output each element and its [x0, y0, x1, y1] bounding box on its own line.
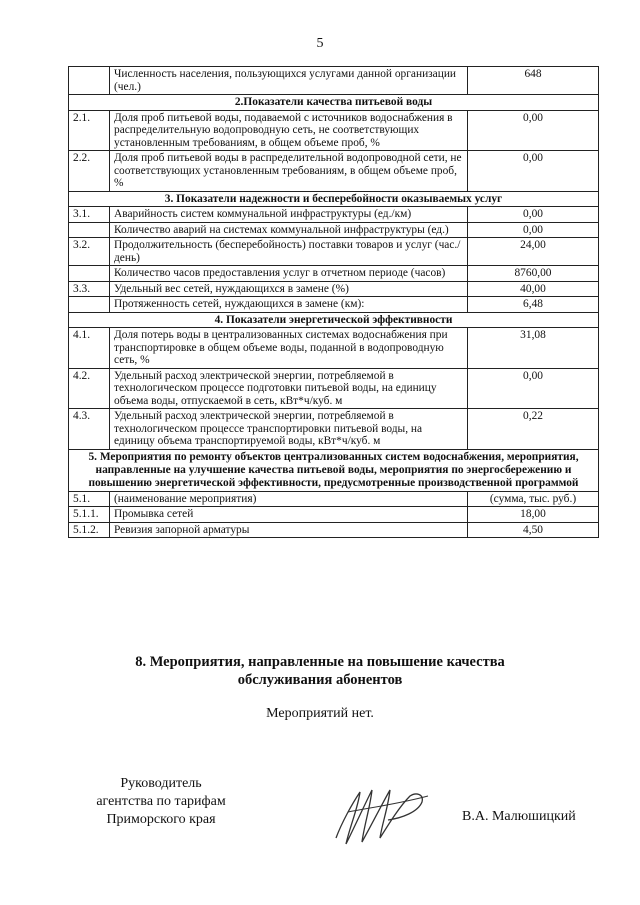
- section-5-title: 5. Мероприятия по ремонту объектов централизованных систем водоснабжения, мероприятия, направленные на улучшение качества питьевой воды, мероприятия по энергосбережению и повышению энергетической эффективности, предусмотренные производственной программой: [69, 449, 599, 491]
- table-row: [69, 409, 599, 450]
- row-number: 2.2.: [69, 151, 110, 192]
- section-4-title: 4. Показатели энергетической эффективности: [69, 312, 599, 328]
- row-value: 0,22: [468, 409, 599, 450]
- row-number: 4.1.: [69, 328, 110, 369]
- signatory-title: [76, 775, 246, 829]
- handwritten-signature: [328, 782, 438, 852]
- row-number: 5.1.2.: [69, 522, 110, 538]
- row-value: 24,00: [468, 238, 599, 266]
- indicators-table: [68, 66, 599, 538]
- row-number: [69, 297, 110, 313]
- row-value: 8760,00: [468, 266, 599, 282]
- row-value: (сумма, тыс. руб.): [468, 491, 599, 507]
- table-row: [69, 368, 599, 409]
- row-value: 6,48: [468, 297, 599, 313]
- row-value: 0,00: [468, 207, 599, 223]
- signatory-line-3: Приморского края: [106, 812, 216, 827]
- heading-line-2: обслуживания абонентов: [237, 672, 403, 688]
- table-row: [69, 222, 599, 238]
- row-value: 0,00: [468, 222, 599, 238]
- row-number: [69, 222, 110, 238]
- row-text: Ревизия запорной арматуры: [110, 522, 468, 538]
- row-number: 3.1.: [69, 207, 110, 223]
- row-text: Численность населения, пользующихся услугами данной организации (чел.): [110, 67, 468, 95]
- section-header-row: [69, 312, 599, 328]
- row-text: Доля проб питьевой воды в распределительной водопроводной сети, не соответствующих установленным требованиям, в общем объеме проб, %: [110, 151, 468, 192]
- row-text: (наименование мероприятия): [110, 491, 468, 507]
- row-text: Удельный вес сетей, нуждающихся в замене (%): [110, 281, 468, 297]
- table-row: [69, 328, 599, 369]
- row-value: 31,08: [468, 328, 599, 369]
- heading-line-1: 8. Мероприятия, направленные на повышение качества: [135, 654, 505, 670]
- indicators-table-wrap: [68, 66, 598, 538]
- row-text: Количество аварий на системах коммунальной инфраструктуры (ед.): [110, 222, 468, 238]
- section-8-heading: [0, 653, 640, 689]
- table-row: [69, 67, 599, 95]
- table-row: [69, 151, 599, 192]
- row-number: 5.1.1.: [69, 507, 110, 523]
- row-text: Количество часов предоставления услуг в отчетном периоде (часов): [110, 266, 468, 282]
- no-measures-text: Мероприятий нет.: [266, 706, 374, 721]
- row-value: 18,00: [468, 507, 599, 523]
- row-number: 3.3.: [69, 281, 110, 297]
- row-value: 0,00: [468, 368, 599, 409]
- row-text: Удельный расход электрической энергии, потребляемой в технологическом процессе транспортировки питьевой воды, на единицу объема транспортируемой воды, кВт*ч/куб. м: [110, 409, 468, 450]
- row-number: 3.2.: [69, 238, 110, 266]
- section-header-row: [69, 95, 599, 111]
- table-row: [69, 110, 599, 151]
- section-header-row: [69, 191, 599, 207]
- row-number: [69, 67, 110, 95]
- section-2-title: 2.Показатели качества питьевой воды: [69, 95, 599, 111]
- row-number: 4.2.: [69, 368, 110, 409]
- row-number: 4.3.: [69, 409, 110, 450]
- signatory-name: В.А. Малюшицкий: [462, 809, 576, 824]
- row-text: Промывка сетей: [110, 507, 468, 523]
- row-value: 40,00: [468, 281, 599, 297]
- row-text: Удельный расход электрической энергии, потребляемой в технологическом процессе подготовки питьевой воды, на единицу объема воды, отпускаемой в сеть, кВт*ч/куб. м: [110, 368, 468, 409]
- row-number: 2.1.: [69, 110, 110, 151]
- page-number: 5: [316, 36, 324, 51]
- table-row: [69, 507, 599, 523]
- row-text: Протяженность сетей, нуждающихся в замене (км):: [110, 297, 468, 313]
- row-text: Доля проб питьевой воды, подаваемой с источников водоснабжения в распределительную водопроводную сеть, не соответствующих установленным требованиям, в общем объеме проб, %: [110, 110, 468, 151]
- row-value: 0,00: [468, 151, 599, 192]
- row-value: 4,50: [468, 522, 599, 538]
- row-number: [69, 266, 110, 282]
- row-number: 5.1.: [69, 491, 110, 507]
- table-row: [69, 297, 599, 313]
- section-3-title: 3. Показатели надежности и бесперебойности оказываемых услуг: [69, 191, 599, 207]
- signatory-line-1: Руководитель: [120, 776, 202, 791]
- row-text: Продолжительность (бесперебойность) поставки товаров и услуг (час./день): [110, 238, 468, 266]
- table-row: [69, 522, 599, 538]
- section-header-row: [69, 449, 599, 491]
- table-row: [69, 238, 599, 266]
- row-text: Аварийность систем коммунальной инфраструктуры (ед./км): [110, 207, 468, 223]
- row-value: 648: [468, 67, 599, 95]
- table-row: [69, 266, 599, 282]
- table-row: [69, 281, 599, 297]
- signatory-line-2: агентства по тарифам: [96, 794, 226, 809]
- row-value: 0,00: [468, 110, 599, 151]
- row-text: Доля потерь воды в централизованных системах водоснабжения при транспортировке в общем объеме воды, поданной в водопроводную сеть, %: [110, 328, 468, 369]
- table-header-row: [69, 491, 599, 507]
- table-row: [69, 207, 599, 223]
